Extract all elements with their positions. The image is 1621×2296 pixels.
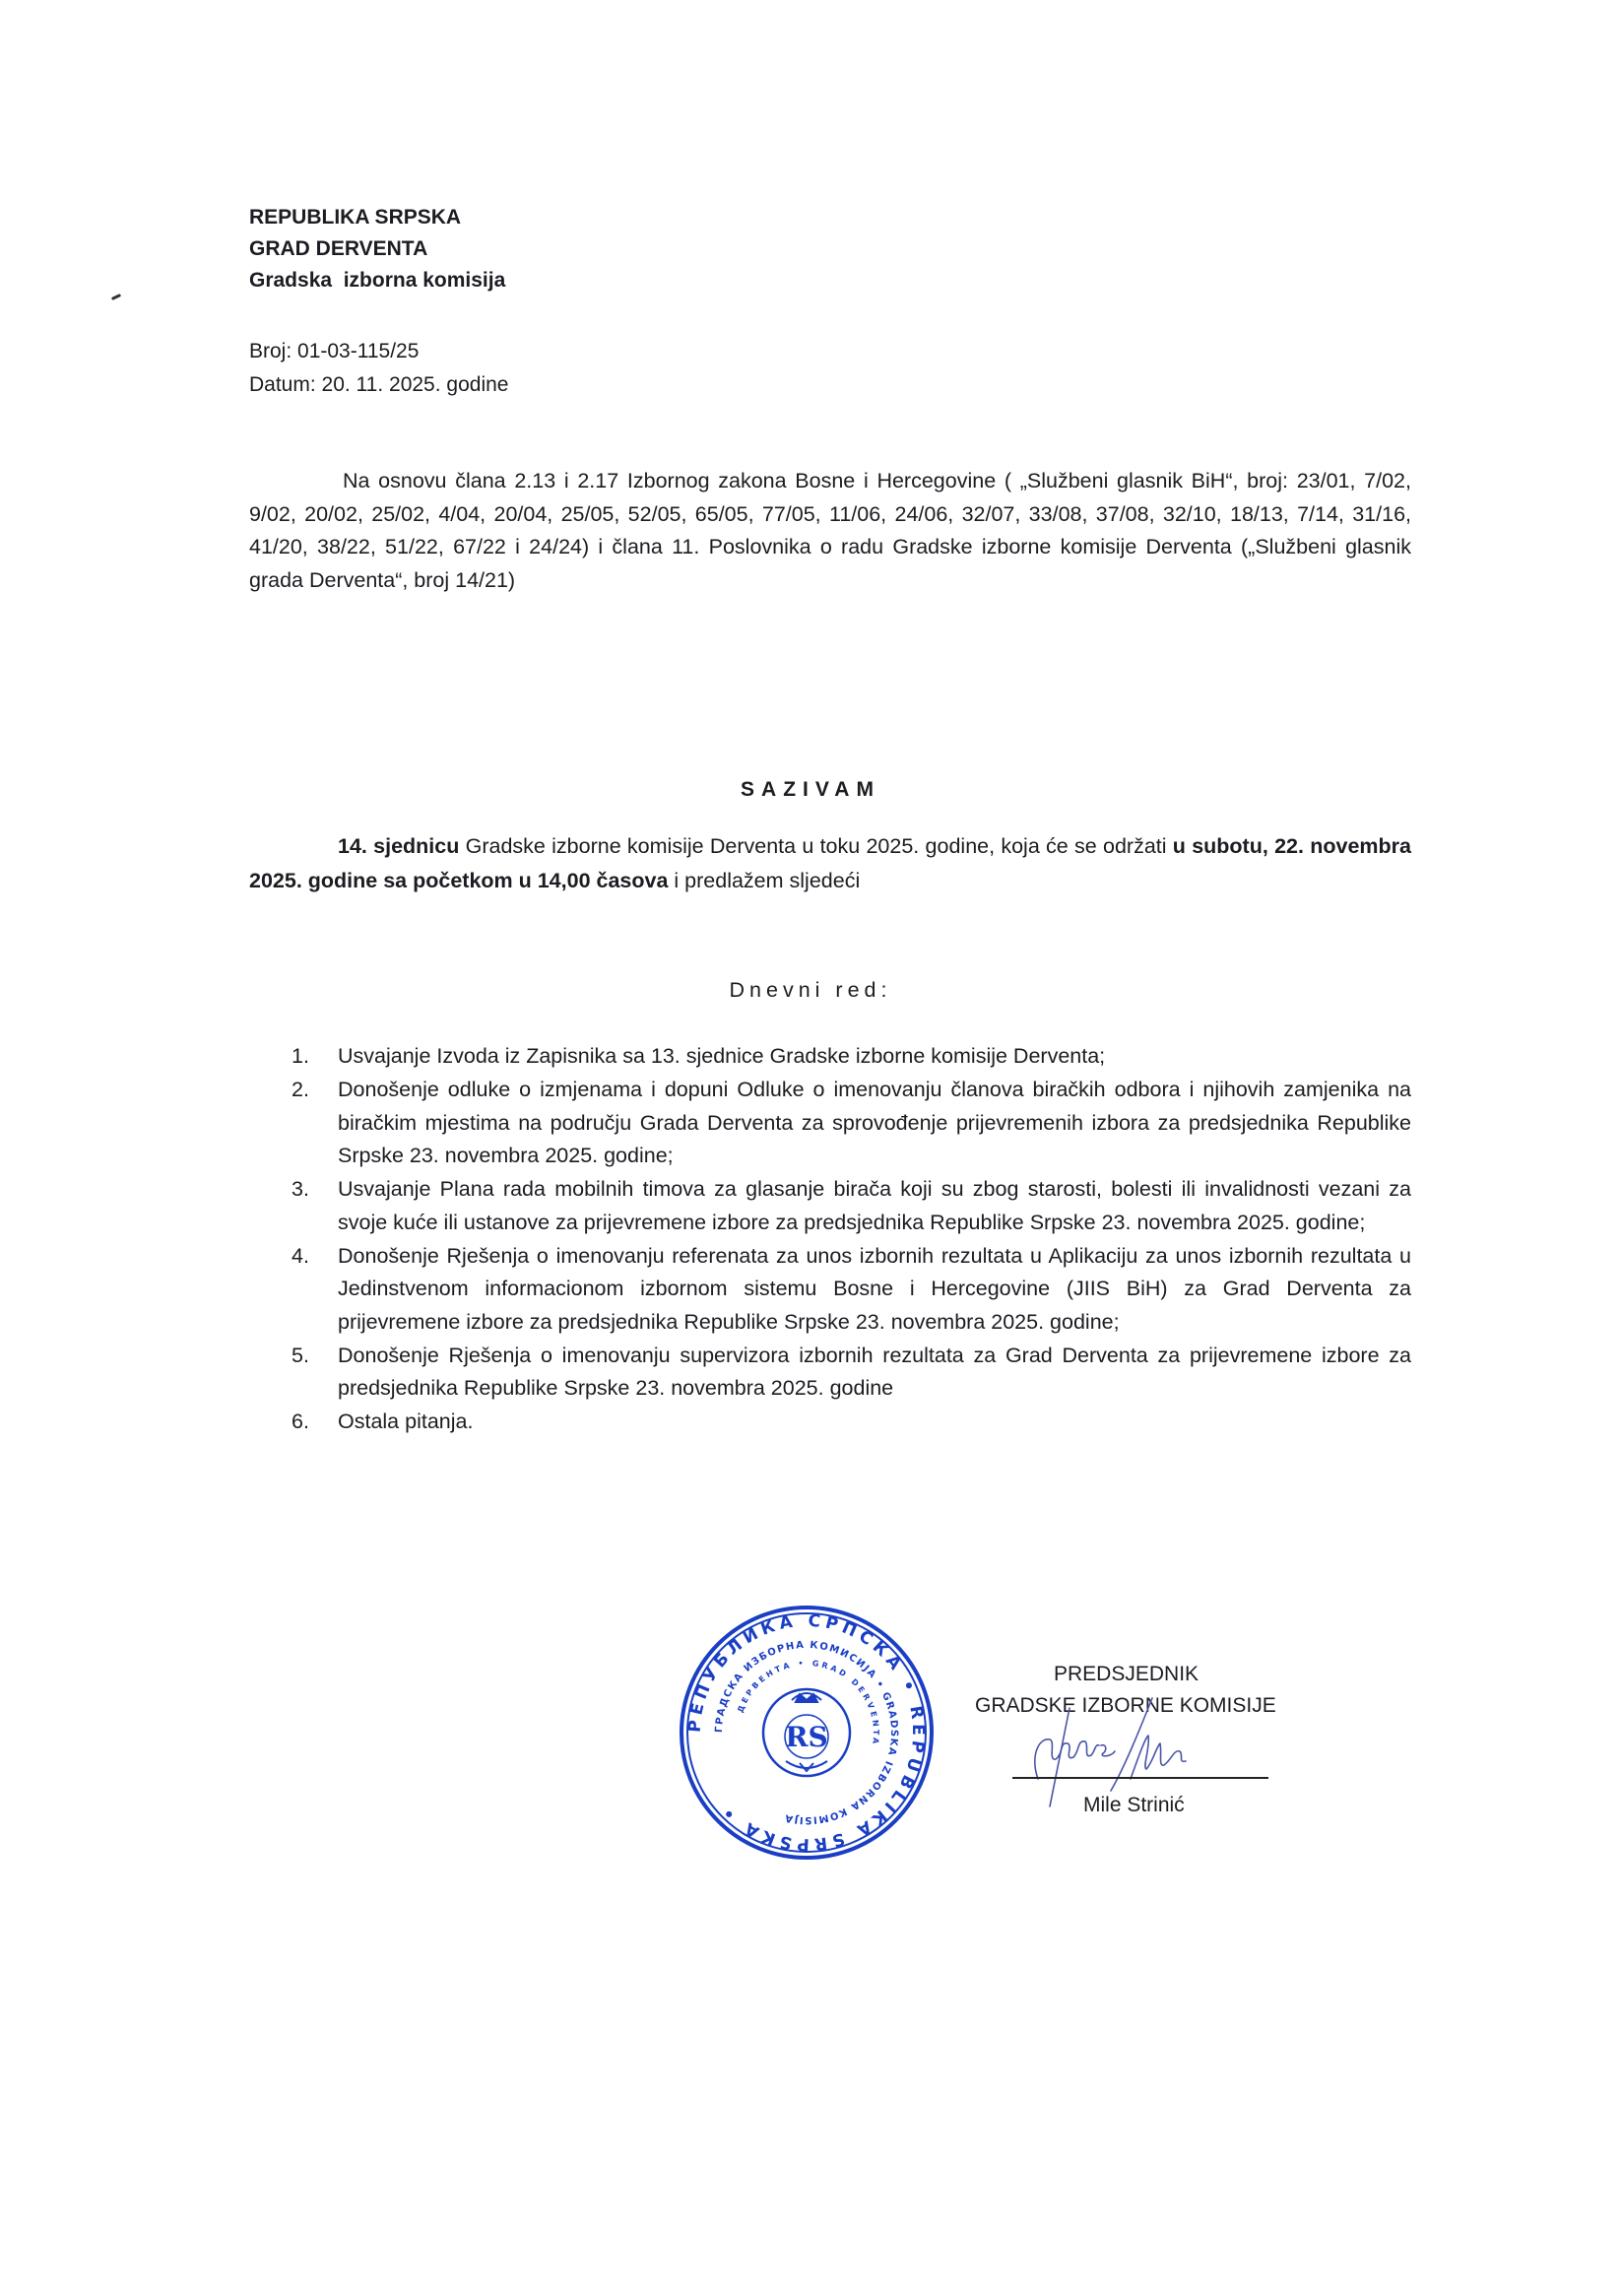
agenda-item bbox=[292, 1074, 1411, 1173]
agenda-item-text: Usvajanje Plana rada mobilnih timova za glasanje birača koji su zbog starosti, bolesti ili invalidnosti vezani za svoje kuće ili ustanove za prijevremene izbore za predsjednika Republike Srpske 23. novembra 2025. godine; bbox=[338, 1177, 1411, 1234]
signature-line bbox=[1012, 1777, 1268, 1779]
agenda-item-number: 5. bbox=[292, 1343, 309, 1367]
agenda-item bbox=[292, 1173, 1411, 1239]
convocation-paragraph bbox=[249, 829, 1411, 898]
document-number: Broj: 01-03-115/25 bbox=[249, 340, 420, 362]
agenda-item bbox=[292, 1040, 1411, 1074]
session-datetime: u subotu, 22. novembra 2025. godine sa početkom u 14,00 časova bbox=[249, 834, 1411, 892]
agenda-item bbox=[292, 1340, 1411, 1406]
agenda-item-text: Usvajanje Izvoda iz Zapisnika sa 13. sjednice Gradske izborne komisije Derventa; bbox=[338, 1044, 1106, 1068]
agenda-item-text: Ostala pitanja. bbox=[338, 1410, 474, 1433]
agenda-item bbox=[292, 1406, 1411, 1439]
agenda-item bbox=[292, 1240, 1411, 1340]
legal-basis-text: Na osnovu člana 2.13 i 2.17 Izbornog zakona Bosne i Hercegovine ( „Službeni glasnik BiH“, broj: 23/01, 7/02, 9/02, 20/02, 25/02, 4/04, 20/04, 25/05, 52/05, 65/05, 77/05, 11/06, 24/06, 32/07, 33/08, 37/08, 32/10, 18/13, 7/14, 31/16, 41/20, 38/22, 51/22, 67/22 i 24/24) i člana 11. Poslovnika o radu Gradske izborne komisije Derventa („Službeni glasnik grada Derventa“, broj 14/21) bbox=[249, 469, 1411, 592]
agenda-item-number: 6. bbox=[292, 1410, 309, 1433]
convocation-text-1: Gradske izborne komisije Derventa u toku 2025. godine, koja će se održati bbox=[459, 834, 1173, 858]
agenda-item-text: Donošenje Rješenja o imenovanju referenata za unos izbornih rezultata u Aplikaciju za unos izbornih rezultata u Jedinstvenom informacionom izbornom sistemu Bosne i Hercegovine (JIIS BiH) za Grad Derventa za prijevremene izbore za predsjednika Republike Srpske 23. novembra 2025. godine; bbox=[338, 1243, 1411, 1334]
session-number: 14. sjednicu bbox=[338, 834, 460, 858]
document-meta bbox=[249, 335, 508, 402]
legal-basis-paragraph bbox=[249, 465, 1411, 597]
official-stamp bbox=[678, 1604, 936, 1862]
agenda-item-number: 4. bbox=[292, 1243, 309, 1268]
agenda-list bbox=[292, 1040, 1411, 1439]
stamp-monogram: RS bbox=[785, 1721, 828, 1753]
convocation-text-2: i predlažem sljedeći bbox=[668, 869, 861, 892]
signatory-title: PREDSJEDNIK bbox=[1054, 1663, 1200, 1685]
issuer-commission: Gradska izborna komisija bbox=[249, 269, 506, 292]
issuer-city: GRAD DERVENTA bbox=[249, 237, 428, 260]
agenda-title: Dnevni red: bbox=[729, 978, 892, 1002]
signatory-body: GRADSKE IZBORNE KOMISIJE bbox=[975, 1694, 1276, 1717]
stamp-outer-textpath: РЕПУБЛИКА СРПСКА • REPUBLIKA SRPSKA • bbox=[684, 1610, 929, 1855]
agenda-item-text: Donošenje odluke o izmjenama i dopuni Odluke o imenovanju članova biračkih odbora i njihovih zamjenika na biračkim mjestima na području Grada Derventa za sprovođenje prijevremenih izbora za predsjednika Republike Srpske 23. novembra 2025. godine; bbox=[338, 1078, 1411, 1167]
agenda-item-number: 2. bbox=[292, 1078, 309, 1101]
signatory-name: Mile Strinić bbox=[1083, 1794, 1185, 1816]
issuer-header bbox=[249, 202, 505, 296]
document-date: Datum: 20. 11. 2025. godine bbox=[249, 373, 509, 396]
agenda-item-number: 3. bbox=[292, 1177, 309, 1201]
issuer-republic: REPUBLIKA SRPSKA bbox=[249, 206, 462, 229]
agenda-item-number: 1. bbox=[292, 1044, 309, 1068]
stray-ink-mark bbox=[111, 294, 121, 300]
stamp-inner-textpath: ДЕРВЕНТА • GRAD DERVENTA bbox=[736, 1658, 881, 1747]
convocation-title: SAZIVAM bbox=[741, 778, 880, 801]
stamp-middle-textpath: ГРАДСКА ИЗБОРНА КОМИСИЈА • GRADSKA IZBORNA KOMISIJA bbox=[713, 1639, 900, 1826]
agenda-item-text: Donošenje Rješenja o imenovanju supervizora izbornih rezultata za Grad Derventa za prijevremene izbore za predsjednika Republike Srpske 23. novembra 2025. godine bbox=[338, 1343, 1411, 1400]
